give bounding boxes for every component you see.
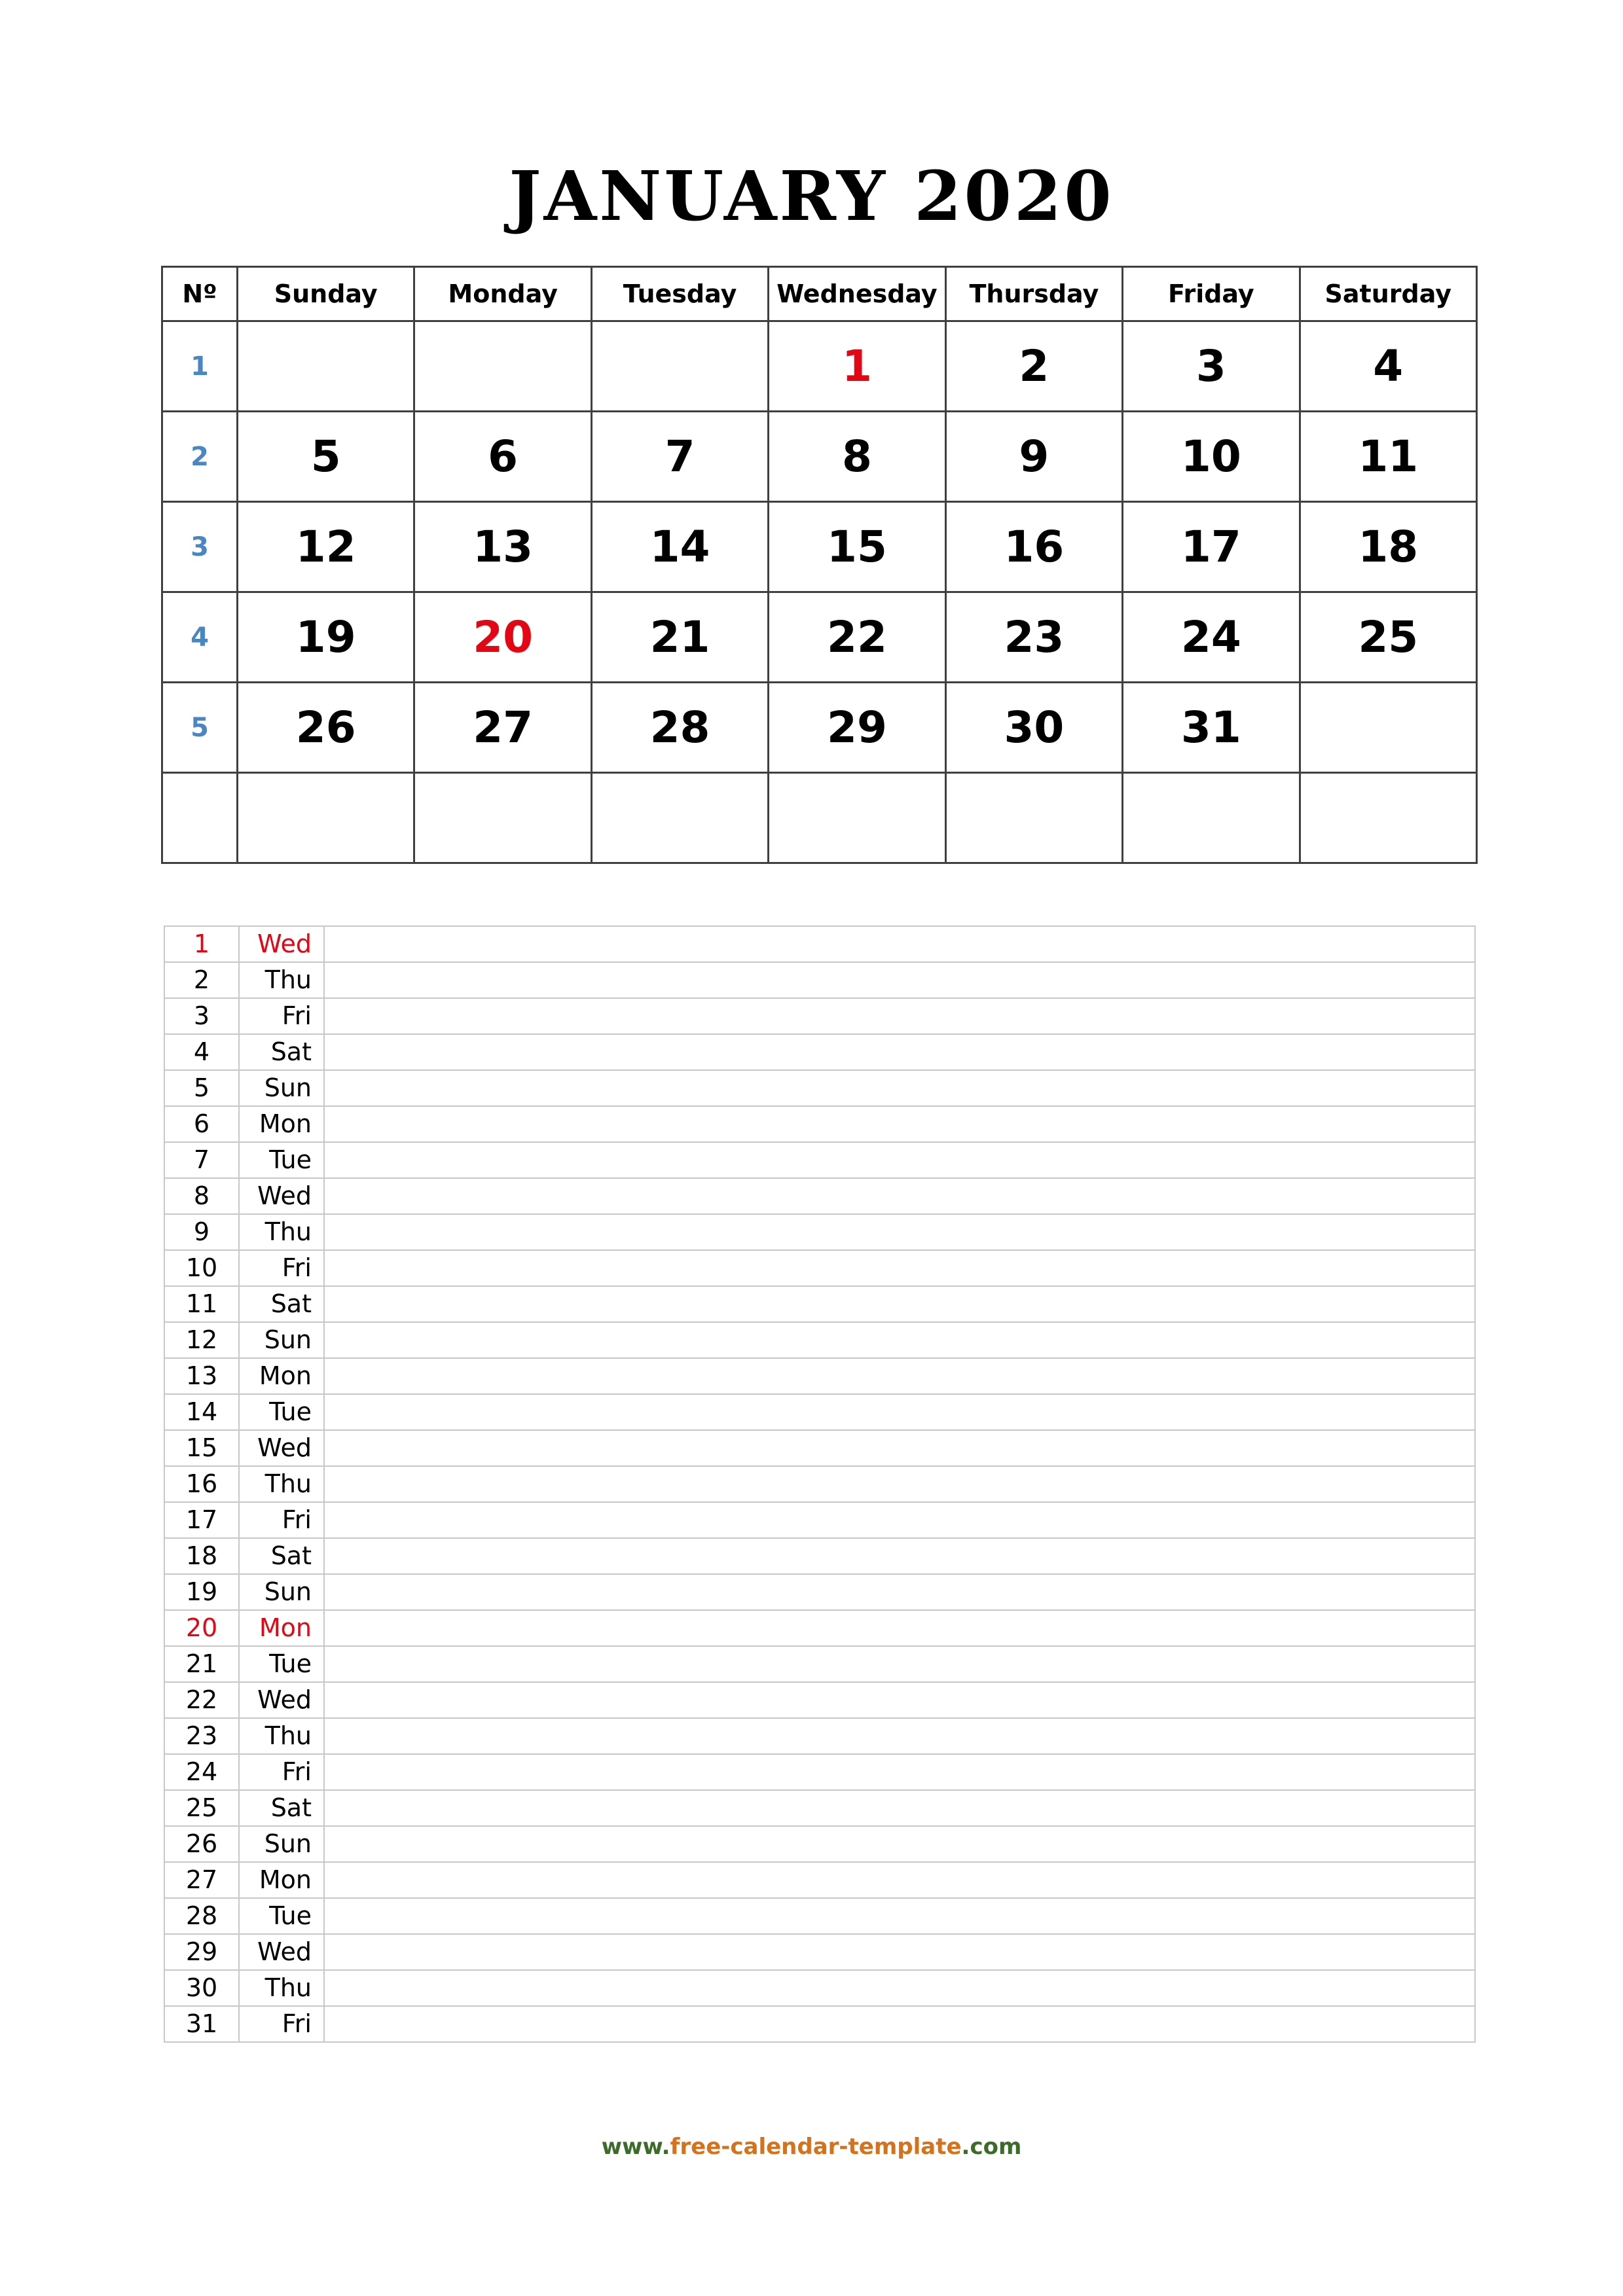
list-weekday: Tue	[239, 1646, 324, 1682]
list-note-space	[324, 1322, 1475, 1358]
list-item	[164, 1862, 1475, 1898]
list-weekday: Fri	[239, 2006, 324, 2042]
list-item	[164, 926, 1475, 962]
week-number: 3	[162, 502, 238, 592]
list-day-number: 2	[164, 962, 239, 998]
header-tuesday: Tuesday	[591, 267, 768, 321]
header-sunday: Sunday	[238, 267, 414, 321]
list-weekday: Sat	[239, 1790, 324, 1826]
list-day-number: 12	[164, 1322, 239, 1358]
list-note-space	[324, 1610, 1475, 1646]
list-weekday: Fri	[239, 1754, 324, 1790]
list-note-space	[324, 1574, 1475, 1610]
list-item	[164, 1214, 1475, 1250]
list-weekday: Thu	[239, 1214, 324, 1250]
list-day-number: 13	[164, 1358, 239, 1394]
list-item	[164, 1466, 1475, 1502]
list-item	[164, 1034, 1475, 1070]
day-cell: 1	[769, 321, 945, 412]
list-item	[164, 1250, 1475, 1286]
week-number: 1	[162, 321, 238, 412]
header-saturday: Saturday	[1300, 267, 1476, 321]
day-cell: 13	[414, 502, 591, 592]
day-cell: 18	[1300, 502, 1476, 592]
day-cell: 21	[591, 592, 768, 683]
list-weekday: Wed	[239, 926, 324, 962]
list-item	[164, 1286, 1475, 1322]
list-note-space	[324, 1286, 1475, 1322]
day-cell: 26	[238, 683, 414, 773]
list-note-space	[324, 1718, 1475, 1754]
list-item	[164, 1178, 1475, 1214]
list-weekday: Tue	[239, 1394, 324, 1430]
list-note-space	[324, 2006, 1475, 2042]
list-note-space	[324, 1970, 1475, 2006]
day-cell: 15	[769, 502, 945, 592]
list-day-number: 28	[164, 1898, 239, 1934]
footer-suffix: .com	[961, 2134, 1022, 2160]
list-day-number: 10	[164, 1250, 239, 1286]
list-day-number: 21	[164, 1646, 239, 1682]
list-weekday: Sun	[239, 1070, 324, 1106]
list-item	[164, 1790, 1475, 1826]
week-number: 5	[162, 683, 238, 773]
calendar-title: JANUARY 2020	[509, 156, 1114, 236]
list-note-space	[324, 1142, 1475, 1178]
header-thursday: Thursday	[945, 267, 1122, 321]
day-cell: 4	[1300, 321, 1476, 412]
list-note-space	[324, 1826, 1475, 1862]
list-note-space	[324, 1934, 1475, 1970]
day-cell	[414, 773, 591, 863]
list-weekday: Fri	[239, 998, 324, 1034]
list-item	[164, 1358, 1475, 1394]
week-row	[162, 321, 1477, 412]
day-cell	[591, 321, 768, 412]
list-item	[164, 1826, 1475, 1862]
list-item	[164, 1574, 1475, 1610]
week-number	[162, 773, 238, 863]
list-day-number: 29	[164, 1934, 239, 1970]
day-cell: 30	[945, 683, 1122, 773]
list-day-number: 8	[164, 1178, 239, 1214]
day-cell: 29	[769, 683, 945, 773]
week-number: 4	[162, 592, 238, 683]
day-cell	[414, 321, 591, 412]
list-day-number: 9	[164, 1214, 239, 1250]
month-grid	[161, 266, 1478, 864]
list-note-space	[324, 1358, 1475, 1394]
day-cell: 16	[945, 502, 1122, 592]
day-cell	[238, 773, 414, 863]
list-weekday: Tue	[239, 1898, 324, 1934]
list-weekday: Sun	[239, 1826, 324, 1862]
day-cell: 20	[414, 592, 591, 683]
week-row	[162, 502, 1477, 592]
day-cell	[591, 773, 768, 863]
header-friday: Friday	[1123, 267, 1300, 321]
day-cell	[769, 773, 945, 863]
list-item	[164, 1502, 1475, 1538]
list-item	[164, 1934, 1475, 1970]
list-day-number: 27	[164, 1862, 239, 1898]
day-cell: 11	[1300, 412, 1476, 502]
list-note-space	[324, 1862, 1475, 1898]
list-note-space	[324, 1682, 1475, 1718]
list-item	[164, 1754, 1475, 1790]
list-weekday: Thu	[239, 1970, 324, 2006]
list-note-space	[324, 1430, 1475, 1466]
list-day-number: 11	[164, 1286, 239, 1322]
list-day-number: 4	[164, 1034, 239, 1070]
list-item	[164, 1322, 1475, 1358]
list-weekday: Mon	[239, 1862, 324, 1898]
list-note-space	[324, 1394, 1475, 1430]
list-note-space	[324, 962, 1475, 998]
day-cell: 9	[945, 412, 1122, 502]
list-note-space	[324, 1898, 1475, 1934]
day-cell: 22	[769, 592, 945, 683]
list-weekday: Sat	[239, 1286, 324, 1322]
day-cell	[1300, 773, 1476, 863]
list-day-number: 22	[164, 1682, 239, 1718]
footer-domain: free-calendar-template	[670, 2134, 962, 2160]
day-cell: 19	[238, 592, 414, 683]
day-cell	[945, 773, 1122, 863]
list-weekday: Thu	[239, 962, 324, 998]
day-cell: 12	[238, 502, 414, 592]
list-day-number: 19	[164, 1574, 239, 1610]
list-weekday: Wed	[239, 1178, 324, 1214]
list-weekday: Thu	[239, 1718, 324, 1754]
list-day-number: 31	[164, 2006, 239, 2042]
list-day-number: 20	[164, 1610, 239, 1646]
list-weekday: Sat	[239, 1538, 324, 1574]
list-day-number: 18	[164, 1538, 239, 1574]
day-cell	[1123, 773, 1300, 863]
week-number-header: Nº	[162, 267, 238, 321]
footer-website	[0, 2127, 1623, 2166]
list-item	[164, 1430, 1475, 1466]
list-day-number: 16	[164, 1466, 239, 1502]
day-cell: 31	[1123, 683, 1300, 773]
list-day-number: 26	[164, 1826, 239, 1862]
list-item	[164, 1394, 1475, 1430]
list-weekday: Mon	[239, 1106, 324, 1142]
day-cell: 17	[1123, 502, 1300, 592]
list-note-space	[324, 1034, 1475, 1070]
day-cell: 14	[591, 502, 768, 592]
list-day-number: 17	[164, 1502, 239, 1538]
list-item	[164, 1898, 1475, 1934]
day-cell: 10	[1123, 412, 1300, 502]
list-item	[164, 998, 1475, 1034]
week-number: 2	[162, 412, 238, 502]
list-item	[164, 1718, 1475, 1754]
day-cell	[1300, 683, 1476, 773]
list-day-number: 6	[164, 1106, 239, 1142]
day-cell: 2	[945, 321, 1122, 412]
day-cell: 23	[945, 592, 1122, 683]
day-cell: 8	[769, 412, 945, 502]
list-item	[164, 1610, 1475, 1646]
list-item	[164, 1106, 1475, 1142]
list-note-space	[324, 1790, 1475, 1826]
list-note-space	[324, 1178, 1475, 1214]
list-weekday: Wed	[239, 1430, 324, 1466]
list-item	[164, 1538, 1475, 1574]
list-note-space	[324, 1538, 1475, 1574]
list-note-space	[324, 1502, 1475, 1538]
list-weekday: Sun	[239, 1574, 324, 1610]
week-row	[162, 773, 1477, 863]
list-day-number: 1	[164, 926, 239, 962]
list-weekday: Mon	[239, 1358, 324, 1394]
list-item	[164, 1142, 1475, 1178]
list-day-number: 15	[164, 1430, 239, 1466]
day-cell: 3	[1123, 321, 1300, 412]
list-weekday: Sat	[239, 1034, 324, 1070]
list-day-number: 30	[164, 1970, 239, 2006]
day-cell: 7	[591, 412, 768, 502]
list-item	[164, 1646, 1475, 1682]
list-item	[164, 962, 1475, 998]
list-day-number: 14	[164, 1394, 239, 1430]
day-cell: 27	[414, 683, 591, 773]
list-day-number: 5	[164, 1070, 239, 1106]
week-row	[162, 412, 1477, 502]
list-item	[164, 2006, 1475, 2042]
grid-header-row	[162, 267, 1477, 321]
day-cell: 5	[238, 412, 414, 502]
list-note-space	[324, 1070, 1475, 1106]
list-weekday: Tue	[239, 1142, 324, 1178]
day-cell	[238, 321, 414, 412]
week-row	[162, 592, 1477, 683]
list-note-space	[324, 1106, 1475, 1142]
list-note-space	[324, 998, 1475, 1034]
list-note-space	[324, 926, 1475, 962]
list-day-number: 3	[164, 998, 239, 1034]
list-note-space	[324, 1754, 1475, 1790]
week-row	[162, 683, 1477, 773]
day-cell: 6	[414, 412, 591, 502]
list-weekday: Wed	[239, 1934, 324, 1970]
list-day-number: 23	[164, 1718, 239, 1754]
footer-prefix: www.	[601, 2134, 670, 2160]
day-cell: 25	[1300, 592, 1476, 683]
list-weekday: Mon	[239, 1610, 324, 1646]
list-note-space	[324, 1466, 1475, 1502]
header-wednesday: Wednesday	[769, 267, 945, 321]
list-weekday: Fri	[239, 1502, 324, 1538]
list-weekday: Sun	[239, 1322, 324, 1358]
day-cell: 24	[1123, 592, 1300, 683]
list-note-space	[324, 1214, 1475, 1250]
list-day-number: 25	[164, 1790, 239, 1826]
list-item	[164, 1682, 1475, 1718]
day-cell: 28	[591, 683, 768, 773]
header-monday: Monday	[414, 267, 591, 321]
list-note-space	[324, 1646, 1475, 1682]
list-item	[164, 1070, 1475, 1106]
list-weekday: Fri	[239, 1250, 324, 1286]
list-day-number: 24	[164, 1754, 239, 1790]
daily-notes-list	[164, 925, 1476, 2043]
list-day-number: 7	[164, 1142, 239, 1178]
list-note-space	[324, 1250, 1475, 1286]
list-weekday: Wed	[239, 1682, 324, 1718]
list-item	[164, 1970, 1475, 2006]
list-weekday: Thu	[239, 1466, 324, 1502]
